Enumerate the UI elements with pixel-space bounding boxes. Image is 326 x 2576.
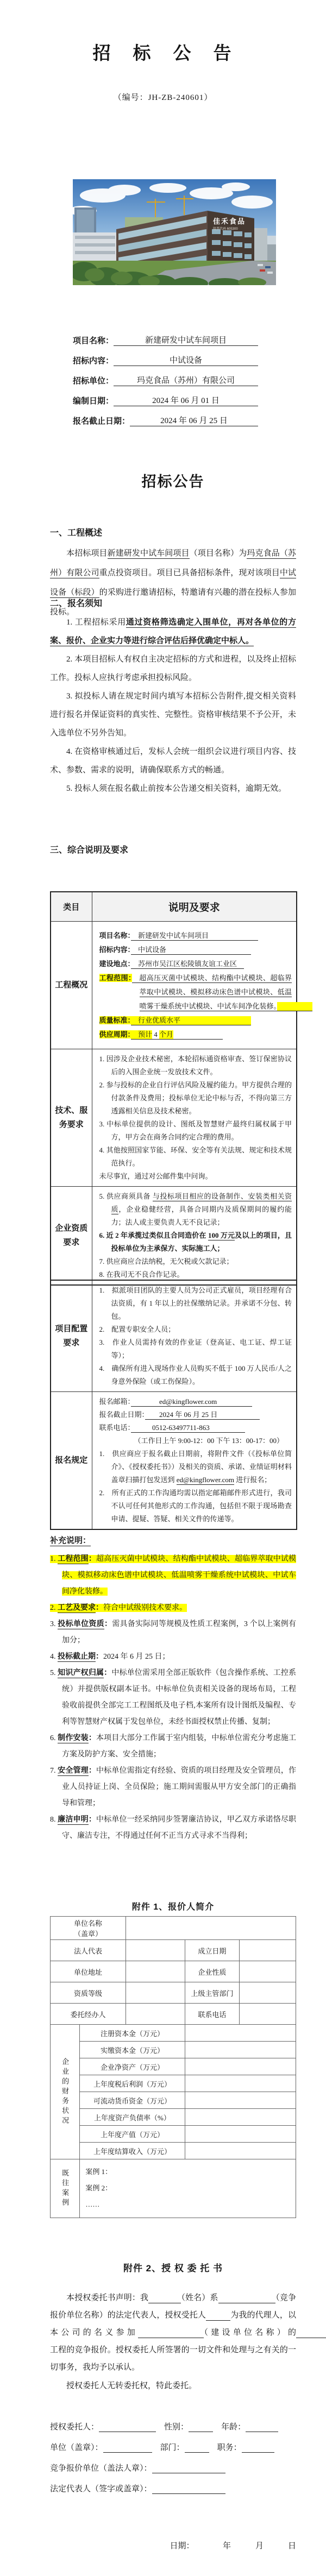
form-label: 上年度产值（万元） [80,2126,185,2143]
field-deadline-date [73,406,258,426]
poa-date-line: 日期： 年 月 日 [170,2542,296,2550]
cover-fields [73,326,258,426]
field-label: 招标内容： [73,356,114,366]
unit-name-label: 单位名称 [73,1919,102,1928]
text-line: 联系电话： 0512-63497711-863 [99,1424,245,1432]
header-description: 说明及要求 [92,892,297,922]
text-line: 8. 廉洁申明：中标单位一经采纳同步签署廉洁协议，甲乙双方承诺恪尽职守、廉洁专注，不得通过任何不正当方式寻求不当得利； [50,1816,297,1840]
form-value [185,2143,296,2159]
requirements-table-1 [50,891,297,1286]
form-label: 上年度资产负债率（%） [80,2109,185,2126]
form-value [126,1961,185,1982]
form-label: 委托经办人 [51,2004,126,2025]
text-line: 2. 工艺及要求：符合中试级别技术要求。 [50,1604,187,1612]
row-label: 报名规定 [51,1392,92,1530]
text-line: 1. 工程招标采用通过资格筛选确定入围单位，再对各单位的方案、报价、企业实力等进行综合评估后择优确定中标人。 [50,618,296,645]
row-label: 项目配置要求 [51,1280,92,1392]
power-of-attorney-body [50,2289,296,2395]
text-line: 2. 本项目招标人有权自主决定招标的方式和进程，以及终止招标工作。投标人应执行考虑承担投标风险。 [50,655,296,682]
text-line: 7. 供应商应合法纳税，无欠税或欠款记录； [99,1257,234,1265]
row-content [92,1187,297,1286]
form-value [126,1982,185,2004]
row-content [92,1049,297,1187]
case-line: 案例 2： [85,2184,112,2192]
section-3-title: 三、综合说明及要求 [50,846,129,855]
text-line: 未尽事宜，通过对公邮件集中问询。 [99,1172,212,1180]
text-line: 2. 参与投标的企业自行评估风险及履约能力。甲方提供合理的付款条件及费用；投标单位无论中标与否，不得向第三方透露相关信息及技术秘密。 [99,1081,292,1115]
form-value [185,2042,296,2058]
text-line: 6. 近 2 年承揽过类似且合同造价在 100 万元及以上的项目，且投标单位为主承保方、实际施工人； [99,1231,292,1252]
field-tender-content [73,346,258,366]
text-line: 2. 所有正式的工作沟通均需以指定邮箱邮件形式进行，我司不认可任何其他形式的工作沟通，包括但不限于现场勘查申请、提疑、答疑、相关文件的传递等。 [99,1489,292,1523]
section-registration-notice [50,596,296,798]
form-row-past-cases [51,2159,296,2218]
field-tender-unit [73,366,258,386]
text-line: 1. 拟派项目团队的主要人员为公司正式雇员，项目经理有合法资质，有 1 年以上的社保缴纳记录。并承诺不分包、转包。 [99,1286,292,1320]
field-value: 2024 年 06 月 01 日 [114,394,258,406]
form-row-financial [51,2075,296,2092]
form-value [240,1961,296,1982]
case-line: 案例 1： [85,2168,112,2176]
form-value [185,2075,296,2092]
attachment-1-title: 附件 1、报价人简介 [131,1903,215,1912]
text-line: 报名邮箱： ed@kingflower.com [99,1397,253,1406]
field-value: 新建研发中试车间项目 [114,334,258,346]
requirements-table-header [51,892,297,922]
case-line: …… [85,2200,100,2208]
form-row-financial [51,2025,296,2042]
form-label: 企业净资产（万元） [80,2058,185,2075]
field-label: 编制日期： [73,396,114,406]
supplementary-notes [50,1533,296,1844]
form-row-financial [51,2126,296,2143]
requirements-table-2 [50,1280,297,1530]
document-code: （编号：JH-ZB-240601） [113,93,213,102]
form-value [240,1940,296,1961]
text-line: 4. 投标截止期：2024 年 6 月 25 日； [50,1653,170,1661]
site-photo [73,179,276,285]
form-label: 资质等级 [51,1982,126,2004]
form-label-unit-name [51,1917,126,1940]
section-1-title: 一、工程概述 [50,528,103,538]
row-content [92,922,297,1049]
field-project-name [73,326,258,346]
form-row-financial [51,2092,296,2109]
field-compile-date [73,386,258,406]
attachment-2-title: 附件 2、授 权 委 托 书 [123,2263,223,2273]
form-label: 成立日期 [185,1940,240,1961]
foreground-grounds [73,261,276,285]
building-sign-subtext: 股票代码 605300 [213,228,238,231]
text-line: 供应周期： 预计 4 个月 [99,1028,292,1042]
form-label: 法人代表 [51,1940,126,1961]
form-row-financial [51,2058,296,2075]
row-tech-service-req [51,1049,297,1187]
building-photo-illustration [73,179,276,285]
text-line: 6. 制作安装：本项目大部分工作属于室内组装，中标单位需充分考虑施工方案及防护方案、安全措施； [50,1734,297,1759]
cases-content [80,2159,296,2218]
row-registration-rules [51,1392,297,1530]
financial-group-label [51,2025,80,2159]
text-line: （工作日上午 9:00-12：00 下午 13：00-17：00） [134,1437,284,1445]
poa-signature-block [50,2411,296,2494]
text-line: 7. 安全管理：中标单位需指定有经验、资质的项目经理及安全管理员，作业人员持证上岗、全员保险；施工期间需服从甲方安全部门的正确指导和管理； [50,1767,297,1807]
supplementary-items [50,1551,296,1844]
form-value-unit-name [126,1917,296,1940]
text-line: 4. 其他按照国家节能、环保、安全等有关法规、规定和技术规范执行。 [99,1146,292,1167]
text-line: 建设地点： 苏州市吴江区松陵镇友谊工业区 [99,960,244,968]
text-line: 4. 确保所有进入现场作业人员购买不低于 100 万人民币/人之身意外保险（或工伤保险）。 [99,1364,292,1385]
form-value [185,2109,296,2126]
poa-paragraph-2: 授权委托人无转委托权，特此委托。 [66,2382,197,2390]
field-value: 2024 年 06 月 25 日 [130,414,258,426]
cases-label-vertical: 既往案例 [61,2169,70,2208]
section-2-title: 二、报名须知 [50,599,103,608]
form-row-financial [51,2042,296,2058]
financial-label-vertical: 企业的财务状况 [61,2057,70,2126]
row-content [92,1280,297,1392]
text-line: 3. 作业人员需持有效的作业证（登高证、电工证、焊工证等）； [99,1338,292,1359]
text-line: 3. 中标单位提供的设计、图纸及智慧财产最终归属权属于甲方，甲方会在商务合同约定合理的费用。 [99,1120,292,1141]
field-label: 项目名称： [73,336,114,345]
text-line: 5. 供应商须具备 与投标项目相应的设备制作、安装类相关资质，企业稳健经营，具备合同期内及质保期间的履约能力；法人或主要负责人无不良记录； [99,1192,292,1226]
unit-seal-label: （盖章） [73,1930,102,1938]
text-line: 3. 投标单位资质：需具备实际同等规模及性质工程案例，3 个以上案例有加分； [50,1620,297,1645]
poa-paragraph: 本授权委托书声明：我 （姓名）系 （竞争报价单位名称）的法定代表人，授权受托人 为我的代理人，以本公司的名义参加 （建设单位名称）的 工程的竞争报价。授权委托人所签署的一切文件和处理与之有关的一切事务，我均予以承认。 [50,2289,296,2376]
text-line: 1. 因涉及企业技术秘密，本轮招标通资格审查、签订保密协议后的入围企业统一发放技术文件。 [99,1055,292,1076]
field-value: 中试设备 [114,354,258,366]
form-label: 上年度税后利润（万元） [80,2075,185,2092]
form-row [51,2004,296,2025]
form-label: 联系电话 [185,2004,240,2025]
form-row [51,1982,296,2004]
header-category: 类目 [51,892,92,922]
sign-line-bidder-unit: 竞争报价单位（盖法人章）： [50,2453,296,2473]
text-line: 招标内容： 中试设备 [99,946,252,954]
sign-line-agent: 授权委托人： 性别： 年龄： [50,2411,296,2432]
form-value [185,2058,296,2075]
row-enterprise-qualification [51,1187,297,1286]
document-title: 招 标 公 告 [92,43,234,63]
row-project-staffing [51,1280,297,1392]
form-value [185,2025,296,2042]
form-value [126,1940,185,1961]
supplementary-title: 补充说明： [50,1536,91,1545]
building-sign-text: 佳禾食品 [213,217,246,225]
section-2-items [50,613,296,798]
text-line: 质量标准： 行业优质水平 [99,1016,252,1024]
text-line: 1. 工程范围：超高压灭菌中试模块、结构酯中试模块、超临界萃取中试模块、模拟移动床色谱中试模块、低温喷雾干燥系统中试模块、中试车间净化装修。 [50,1555,297,1596]
text-line: 2. 配置专职安全人员； [99,1325,175,1333]
text-line: 5. 知识产权归属：中标单位需采用全部正版软件（包含操作系统、工控系统）并提供版权副本证书。中标单位负责相关设备的现场布局，工程验收前提供全部完工工程图纸及电子档,本案所有设计图纸及编程、专利等智慧财产权属于发包单位，未经书面授权禁止传播、复制； [50,1669,297,1726]
row-label: 工程概况 [51,922,92,1049]
form-value [185,2126,296,2143]
row-label: 技术、服务要求 [51,1049,92,1187]
row-content [92,1392,297,1530]
text-line: 3. 拟投标人请在规定时间内填写本招标公告附件,提交相关资料进行报名并保证资料的真实性、完整性。资格审核结果不予公开，未入选单位不另外告知。 [50,692,296,738]
announcement-heading: 招标公告 [141,474,205,490]
form-row-unit-name [51,1917,296,1940]
text-line: 5. 投标人须在报名截止前按本公告递交相关资料，逾期无效。 [66,784,287,793]
text-line: 4. 在资格审核通过后，发标人会统一组织会议进行项目内容、技术、参数、需求的说明，请确保联系方式的畅通。 [50,747,296,774]
text-line: 8. 在我司无不良合作记录。 [99,1270,184,1278]
form-value [240,1982,296,2004]
form-label: 注册资本金（万元） [80,2025,185,2042]
field-value: 玛克食品（苏州）有限公司 [114,374,258,386]
form-value [240,2004,296,2025]
row-label: 企业资质要求 [51,1187,92,1286]
form-value [185,2092,296,2109]
form-label: 可流动货币资金（万元） [80,2092,185,2109]
form-label: 实缴资本金（万元） [80,2042,185,2058]
row-project-overview [51,922,297,1049]
text-line: 工程范围： 超高压灭菌中试模块、结构酯中试模块、超临界萃取中试模块、模拟移动床色谱中试模块、低温喷雾干燥系统中试模块、中试车间净化装修。 [99,971,292,1013]
text-line: 1. 供应商应于报名截止日期前，将附件文件（《投标单位简介》、《授权委托书》）及相关的资质、承诺、业绩证明材料盖章扫描打包发送到 ed@kingflower.com 进行报名； [99,1450,292,1484]
form-label: 上年度结算收入（万元） [80,2143,185,2159]
field-label: 报名截止日期： [73,417,130,426]
form-row-financial [51,2143,296,2159]
sign-line-unit: 单位（盖章）： 部门： 职务： [50,2432,296,2453]
form-label: 企业性质 [185,1961,240,1982]
text-line: 报名截止日期： 2024 年 06 月 25 日 [99,1410,260,1419]
form-row [51,1961,296,1982]
form-label: 上级主管部门 [185,1982,240,2004]
text-line: 项目名称： 新建研发中试车间项目 [99,931,259,940]
form-value [126,2004,185,2025]
field-label: 招标单位： [73,376,114,386]
form-row-financial [51,2109,296,2126]
sign-line-legal-rep: 法定代表人（签字或盖章）： [50,2473,296,2494]
section-1-paragraph: 本招标项目新建研发中试车间项目（项目名称）为玛克食品（苏州）有限公司重点投资项目。项目已具备招标条件，现对该项目中试设备（标段）的采购进行邀请招标，特邀请有兴趣的潜在投标人参加投标。 [50,549,296,616]
form-label: 单位地址 [51,1961,126,1982]
form-row [51,1940,296,1961]
cases-group-label [51,2159,80,2218]
bidder-profile-form [50,1916,296,2218]
